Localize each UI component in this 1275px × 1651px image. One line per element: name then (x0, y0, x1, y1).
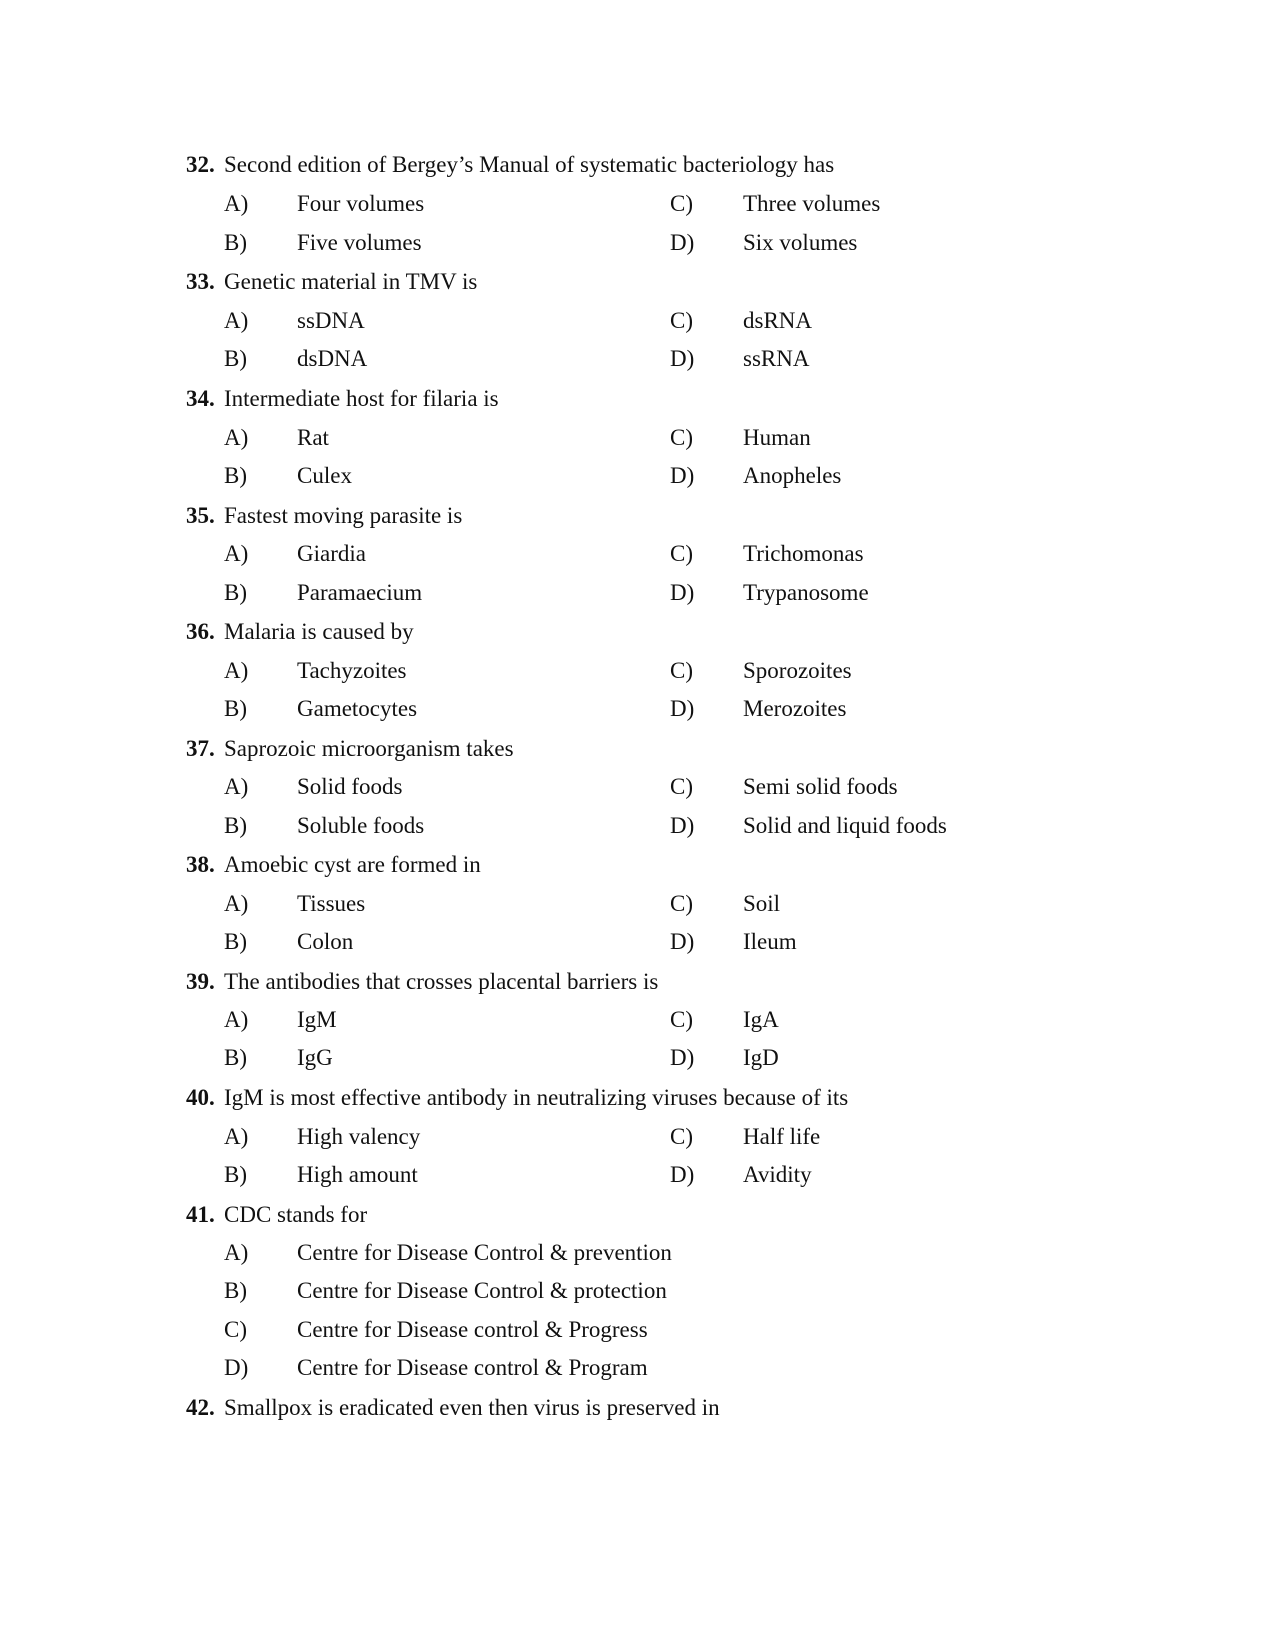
option-d (224, 1348, 1124, 1388)
option-text: dsDNA (297, 346, 368, 371)
option-text: Tachyzoites (297, 658, 407, 683)
question-35 (186, 496, 1186, 536)
option-letter: C) (670, 1007, 693, 1032)
option-text: IgG (297, 1045, 333, 1070)
question-number: 38. (186, 852, 215, 877)
option-c (670, 1117, 1170, 1157)
option-text: Centre for Disease Control & prevention (297, 1240, 672, 1265)
option-letter: B) (224, 230, 247, 255)
option-d (670, 1038, 1170, 1078)
option-b (224, 223, 644, 263)
question-text: Amoebic cyst are formed in (224, 852, 481, 877)
question-text: Saprozoic microorganism takes (224, 736, 514, 761)
option-letter: D) (224, 1355, 249, 1380)
option-letter: B) (224, 696, 247, 721)
option-b (224, 1271, 1124, 1311)
option-text: Centre for Disease control & Program (297, 1355, 648, 1380)
option-b (224, 456, 644, 496)
option-a (224, 1000, 644, 1040)
option-letter: B) (224, 346, 247, 371)
question-number: 33. (186, 269, 215, 294)
option-letter: C) (670, 658, 693, 683)
question-number: 41. (186, 1202, 215, 1227)
option-text: Gametocytes (297, 696, 418, 721)
option-b (224, 339, 644, 379)
option-letter: D) (670, 230, 695, 255)
option-d (670, 573, 1170, 613)
option-text: Ileum (743, 929, 797, 954)
option-text: Five volumes (297, 230, 422, 255)
option-c (670, 1000, 1170, 1040)
option-letter: A) (224, 308, 249, 333)
option-letter: C) (670, 891, 693, 916)
option-d (670, 339, 1170, 379)
option-letter: A) (224, 774, 249, 799)
option-c (670, 184, 1170, 224)
option-letter: D) (670, 463, 695, 488)
option-letter: C) (670, 191, 693, 216)
option-letter: A) (224, 1240, 249, 1265)
option-b (224, 806, 644, 846)
option-letter: A) (224, 658, 249, 683)
option-text: Human (743, 425, 811, 450)
option-c (670, 301, 1170, 341)
option-text: Colon (297, 929, 354, 954)
option-c (670, 767, 1170, 807)
option-letter: D) (670, 346, 695, 371)
option-text: IgM (297, 1007, 337, 1032)
question-text: Intermediate host for filaria is (224, 386, 499, 411)
option-letter: B) (224, 1045, 247, 1070)
question-number: 35. (186, 503, 215, 528)
question-number: 42. (186, 1395, 215, 1420)
question-number: 36. (186, 619, 215, 644)
option-b (224, 573, 644, 613)
question-38 (186, 845, 1186, 885)
option-text: ssRNA (743, 346, 810, 371)
option-text: Sporozoites (743, 658, 852, 683)
question-40 (186, 1078, 1186, 1118)
question-39 (186, 962, 1186, 1002)
option-letter: B) (224, 813, 247, 838)
option-d (670, 806, 1170, 846)
option-letter: B) (224, 580, 247, 605)
option-letter: C) (670, 308, 693, 333)
option-letter: A) (224, 1007, 249, 1032)
option-letter: C) (224, 1317, 247, 1342)
question-number: 32. (186, 152, 215, 177)
option-text: Solid foods (297, 774, 403, 799)
option-text: Soil (743, 891, 781, 916)
option-a (224, 884, 644, 924)
option-text: dsRNA (743, 308, 813, 333)
question-37 (186, 729, 1186, 769)
option-text: Culex (297, 463, 352, 488)
question-text: Fastest moving parasite is (224, 503, 463, 528)
option-d (670, 922, 1170, 962)
option-letter: D) (670, 813, 695, 838)
option-d (670, 1155, 1170, 1195)
option-text: Giardia (297, 541, 366, 566)
option-letter: C) (670, 1124, 693, 1149)
option-text: Soluble foods (297, 813, 425, 838)
question-text: CDC stands for (224, 1202, 368, 1227)
option-letter: C) (670, 774, 693, 799)
option-letter: B) (224, 929, 247, 954)
option-c (670, 418, 1170, 458)
question-text: Genetic material in TMV is (224, 269, 478, 294)
option-text: Trichomonas (743, 541, 864, 566)
question-text: IgM is most effective antibody in neutralizing viruses because of its (224, 1085, 849, 1110)
question-32 (186, 145, 1186, 185)
option-text: Three volumes (743, 191, 881, 216)
option-text: Paramaecium (297, 580, 423, 605)
option-d (670, 456, 1170, 496)
option-d (670, 689, 1170, 729)
question-42 (186, 1388, 1186, 1428)
question-text: The antibodies that crosses placental barriers is (224, 969, 659, 994)
question-41 (186, 1195, 1186, 1235)
question-number: 39. (186, 969, 215, 994)
option-a (224, 1117, 644, 1157)
option-a (224, 651, 644, 691)
option-b (224, 1155, 644, 1195)
option-c (224, 1310, 1124, 1350)
option-text: ssDNA (297, 308, 365, 333)
option-letter: A) (224, 541, 249, 566)
option-b (224, 922, 644, 962)
option-d (670, 223, 1170, 263)
question-number: 40. (186, 1085, 215, 1110)
option-letter: D) (670, 580, 695, 605)
option-text: Four volumes (297, 191, 425, 216)
option-a (224, 184, 644, 224)
question-34 (186, 379, 1186, 419)
option-letter: A) (224, 1124, 249, 1149)
option-text: Centre for Disease control & Progress (297, 1317, 648, 1342)
option-a (224, 767, 644, 807)
option-b (224, 689, 644, 729)
option-text: Anopheles (743, 463, 842, 488)
question-33 (186, 262, 1186, 302)
option-text: Trypanosome (743, 580, 869, 605)
option-text: High amount (297, 1162, 418, 1187)
option-text: Centre for Disease Control & protection (297, 1278, 667, 1303)
option-letter: D) (670, 929, 695, 954)
option-text: Semi solid foods (743, 774, 898, 799)
option-b (224, 1038, 644, 1078)
option-text: IgD (743, 1045, 779, 1070)
option-c (670, 884, 1170, 924)
option-letter: C) (670, 541, 693, 566)
question-text: Smallpox is eradicated even then virus is preserved in (224, 1395, 720, 1420)
question-number: 37. (186, 736, 215, 761)
question-text: Malaria is caused by (224, 619, 414, 644)
option-letter: B) (224, 1162, 247, 1187)
option-a (224, 418, 644, 458)
option-letter: D) (670, 696, 695, 721)
option-text: High valency (297, 1124, 421, 1149)
option-text: IgA (743, 1007, 779, 1032)
option-letter: C) (670, 425, 693, 450)
option-letter: D) (670, 1162, 695, 1187)
question-text: Second edition of Bergey’s Manual of systematic bacteriology has (224, 152, 835, 177)
option-text: Six volumes (743, 230, 858, 255)
question-number: 34. (186, 386, 215, 411)
option-c (670, 534, 1170, 574)
option-letter: A) (224, 191, 249, 216)
option-text: Half life (743, 1124, 821, 1149)
question-36 (186, 612, 1186, 652)
option-c (670, 651, 1170, 691)
option-text: Solid and liquid foods (743, 813, 947, 838)
option-a (224, 1233, 1124, 1273)
option-text: Rat (297, 425, 329, 450)
option-a (224, 534, 644, 574)
option-letter: A) (224, 425, 249, 450)
option-text: Merozoites (743, 696, 847, 721)
option-letter: D) (670, 1045, 695, 1070)
option-text: Avidity (743, 1162, 812, 1187)
option-text: Tissues (297, 891, 366, 916)
option-letter: B) (224, 1278, 247, 1303)
option-letter: A) (224, 891, 249, 916)
option-a (224, 301, 644, 341)
option-letter: B) (224, 463, 247, 488)
